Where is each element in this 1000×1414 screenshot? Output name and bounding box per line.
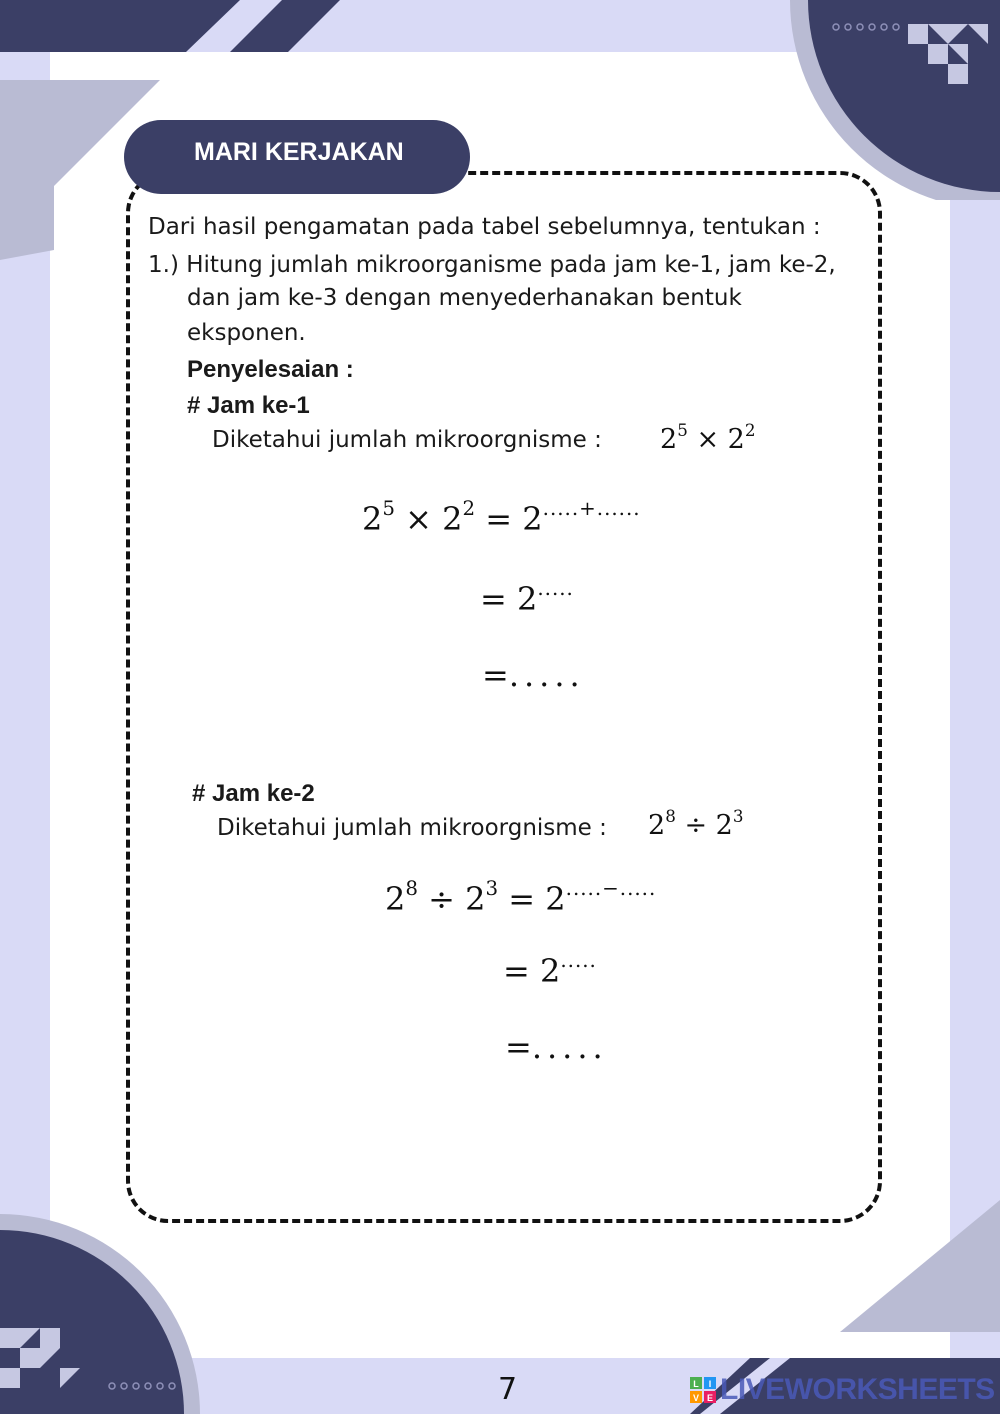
logo-letter-e: E [706,1393,714,1403]
jam2-known-label: Diketahui jumlah mikroorgnisme : [217,815,607,841]
decor-top-right-circle [760,0,1000,200]
jam1-heading: # Jam ke-1 [187,392,310,419]
question-line-3: eksponen. [187,320,306,346]
jam2-equation-step-1: $2^8 \div 2^3 = 2^{.....-.....}$ [385,877,657,918]
jam1-single-exponent-blank[interactable]: ..... [537,577,574,601]
jam2-result-blank[interactable]: ..... [531,1028,608,1066]
logo-letter-l: L [693,1379,699,1389]
jam1-known-label: Diketahui jumlah mikroorgnisme : [212,427,602,453]
jam2-exponent-blank[interactable]: .....−..... [565,877,657,901]
logo-letter-v: V [692,1393,700,1403]
section-title-pill: MARI KERJAKAN [124,120,470,194]
liveworksheets-brand[interactable] [690,1372,995,1408]
jam2-known-expression: $2^8 \div 2^3$ [648,805,744,841]
jam1-equation-step-3: =..... [482,656,585,694]
decor-top-left-stripes [0,0,340,60]
jam2-equation-step-3: =..... [505,1028,608,1066]
intro-text: Dari hasil pengamatan pada tabel sebelumnya, tentukan : [148,214,821,240]
page-number: 7 [498,1372,518,1407]
question-line-1: 1.) Hitung jumlah mikroorganisme pada jam ke-1, jam ke-2, [148,252,836,278]
jam2-single-exponent-blank[interactable]: ..... [560,949,597,973]
jam1-known-expression: $2^5 \times 2^2$ [660,419,756,455]
jam2-heading: # Jam ke-2 [192,780,315,807]
decor-bottom-left-circle [0,1200,240,1414]
jam1-exponent-blank[interactable]: .....+...... [542,497,641,521]
jam1-equation-step-2: = 2..... [480,577,574,618]
jam1-equation-step-1: $2^5 \times 2^2 = 2^{.....+......}$ [362,497,641,538]
liveworksheets-logo-icon [690,1377,716,1403]
question-line-2: dan jam ke-3 dengan menyederhanakan bentuk [187,285,742,311]
brand-text: LIVEWORKSHEETS [720,1373,995,1406]
logo-letter-i: I [708,1379,712,1389]
jam2-equation-step-2: = 2..... [503,949,597,990]
solution-label: Penyelesaian : [187,356,354,383]
jam1-result-blank[interactable]: ..... [508,656,585,694]
